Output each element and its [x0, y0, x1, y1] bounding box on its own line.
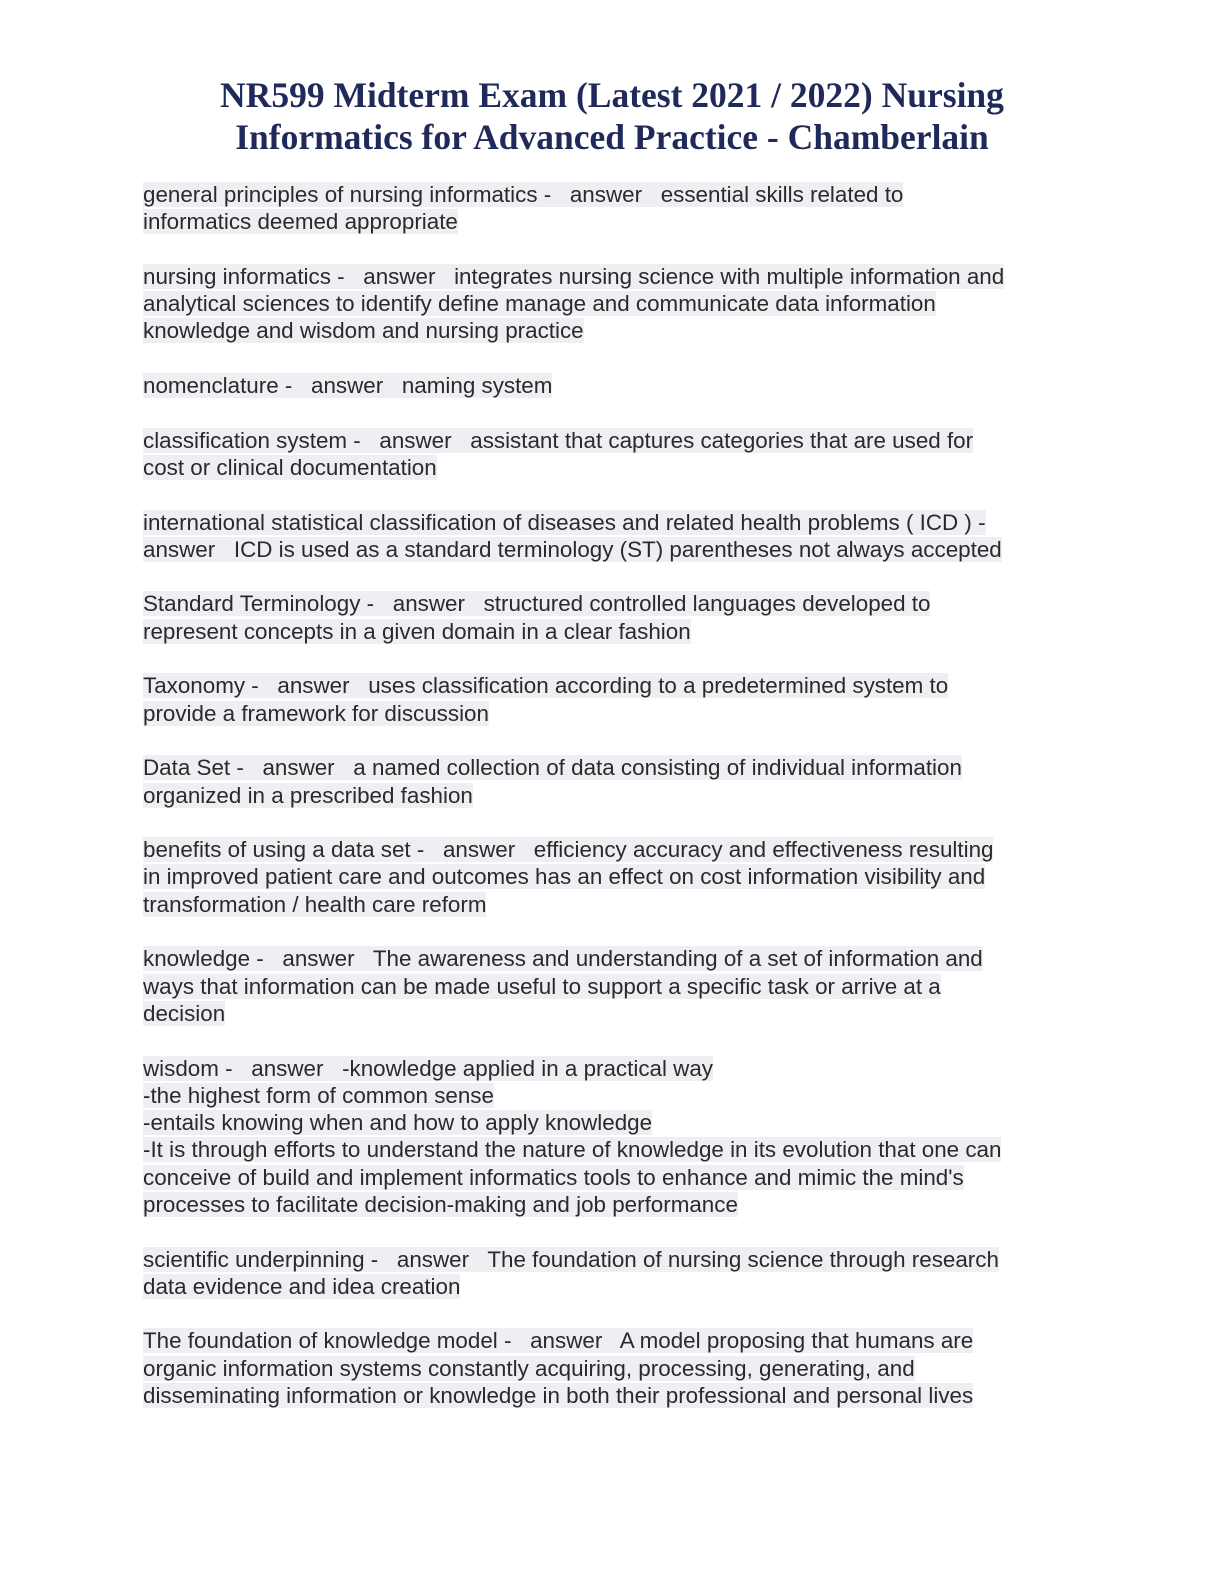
entry-line: [143, 509, 1083, 536]
entry-line: [143, 973, 1083, 1000]
entry-line: [143, 700, 1083, 727]
entry-line-text: ways that information can be made useful to support a specific task or arrive at a: [143, 973, 941, 999]
entry-line: [143, 1082, 1083, 1109]
entry-line-text: -It is through efforts to understand the nature of knowledge in its evolution that one can: [143, 1137, 1002, 1163]
entry-line: [143, 863, 1083, 890]
entry-line-text: Data Set - answer a named collection of data consisting of individual information: [143, 755, 962, 781]
flashcard-entry: [143, 1055, 1083, 1219]
flashcard-entry: [143, 427, 1083, 482]
entry-line-text: general principles of nursing informatics - answer essential skills related to: [143, 182, 904, 207]
entry-line: [143, 672, 1083, 699]
entry-line: [143, 1382, 1083, 1409]
entry-line: [143, 1109, 1083, 1136]
entry-line: [143, 782, 1083, 809]
entry-line-text: Taxonomy - answer uses classification according to a predetermined system to: [143, 673, 949, 699]
entry-line: [143, 1246, 1083, 1273]
entry-line-text: benefits of using a data set - answer efficiency accuracy and effectiveness resulting: [143, 837, 994, 863]
entry-line-text: transformation / health care reform: [143, 891, 487, 917]
entry-line-text: decision: [143, 1000, 226, 1026]
entry-line: [143, 1136, 1083, 1163]
entry-line: [143, 317, 1083, 344]
entry-line: [143, 536, 1083, 563]
flashcard-entry: [143, 836, 1083, 918]
entry-line: [143, 208, 1083, 235]
flashcard-entry: [143, 590, 1083, 645]
document-title: [100, 74, 1124, 158]
entry-line: [143, 1355, 1083, 1382]
title-line: NR599 Midterm Exam (Latest 2021 / 2022) Nursing: [220, 75, 1004, 115]
entry-line: [143, 590, 1083, 617]
flashcard-entry: [143, 945, 1083, 1027]
entry-line: [143, 836, 1083, 863]
entry-line-text: organic information systems constantly acquiring, processing, generating, and: [143, 1355, 915, 1381]
entry-line-text: international statistical classification of diseases and related health problems ( ICD ) -: [143, 509, 986, 535]
entry-line: [143, 1055, 1083, 1082]
flashcard-entry: [143, 263, 1083, 345]
entry-line-text: organized in a prescribed fashion: [143, 782, 473, 808]
entry-line-text: processes to facilitate decision-making and job performance: [143, 1191, 738, 1217]
entry-line-text: informatics deemed appropriate: [143, 209, 458, 235]
title-line: Informatics for Advanced Practice - Chamberlain: [235, 117, 989, 157]
entry-line-text: conceive of build and implement informatics tools to enhance and mimic the mind's: [143, 1164, 964, 1190]
entry-line-text: analytical sciences to identify define manage and communicate data information: [143, 291, 936, 317]
flashcard-entry: [143, 372, 1083, 399]
entry-line-text: answer ICD is used as a standard terminology (ST) parentheses not always accepted: [143, 536, 1002, 562]
entry-line-text: cost or clinical documentation: [143, 454, 437, 480]
flashcard-entry: [143, 509, 1083, 564]
entry-line-text: data evidence and idea creation: [143, 1273, 461, 1299]
entry-line-text: disseminating information or knowledge in both their professional and personal lives: [143, 1383, 974, 1409]
flashcard-entry: [143, 1327, 1083, 1409]
flashcard-entry: [143, 181, 1083, 236]
entry-line: [143, 1327, 1083, 1354]
flashcard-entry: [143, 1246, 1083, 1301]
entry-line: [143, 618, 1083, 645]
entry-line: [143, 427, 1083, 454]
entry-line-text: -entails knowing when and how to apply knowledge: [143, 1110, 653, 1136]
entry-line-text: wisdom - answer -knowledge applied in a practical way: [143, 1055, 713, 1081]
entry-line: [143, 1191, 1083, 1218]
entry-line: [143, 1273, 1083, 1300]
entry-line-text: The foundation of knowledge model - answer A model proposing that humans are: [143, 1328, 974, 1354]
entry-line-text: knowledge - answer The awareness and understanding of a set of information and: [143, 946, 983, 972]
entry-line: [143, 454, 1083, 481]
entry-line-text: provide a framework for discussion: [143, 700, 489, 726]
entry-line-text: knowledge and wisdom and nursing practice: [143, 318, 584, 344]
entry-line: [143, 263, 1083, 290]
entry-line: [143, 1000, 1083, 1027]
entry-line-text: -the highest form of common sense: [143, 1082, 494, 1108]
flashcard-list: [143, 181, 1083, 1437]
flashcard-entry: [143, 754, 1083, 809]
entry-line-text: scientific underpinning - answer The foundation of nursing science through research: [143, 1246, 999, 1272]
entry-line-text: nomenclature - answer naming system: [143, 373, 553, 399]
entry-line: [143, 945, 1083, 972]
entry-line: [143, 372, 1083, 399]
entry-line: [143, 181, 1083, 208]
entry-line-text: in improved patient care and outcomes has an effect on cost information visibility and: [143, 864, 986, 890]
entry-line-text: classification system - answer assistant that captures categories that are used for: [143, 427, 974, 453]
entry-line: [143, 754, 1083, 781]
entry-line-text: nursing informatics - answer integrates nursing science with multiple information and: [143, 263, 1005, 289]
entry-line-text: Standard Terminology - answer structured controlled languages developed to: [143, 591, 931, 617]
entry-line: [143, 891, 1083, 918]
entry-line: [143, 1164, 1083, 1191]
entry-line-text: represent concepts in a given domain in a clear fashion: [143, 618, 691, 644]
flashcard-entry: [143, 672, 1083, 727]
entry-line: [143, 290, 1083, 317]
